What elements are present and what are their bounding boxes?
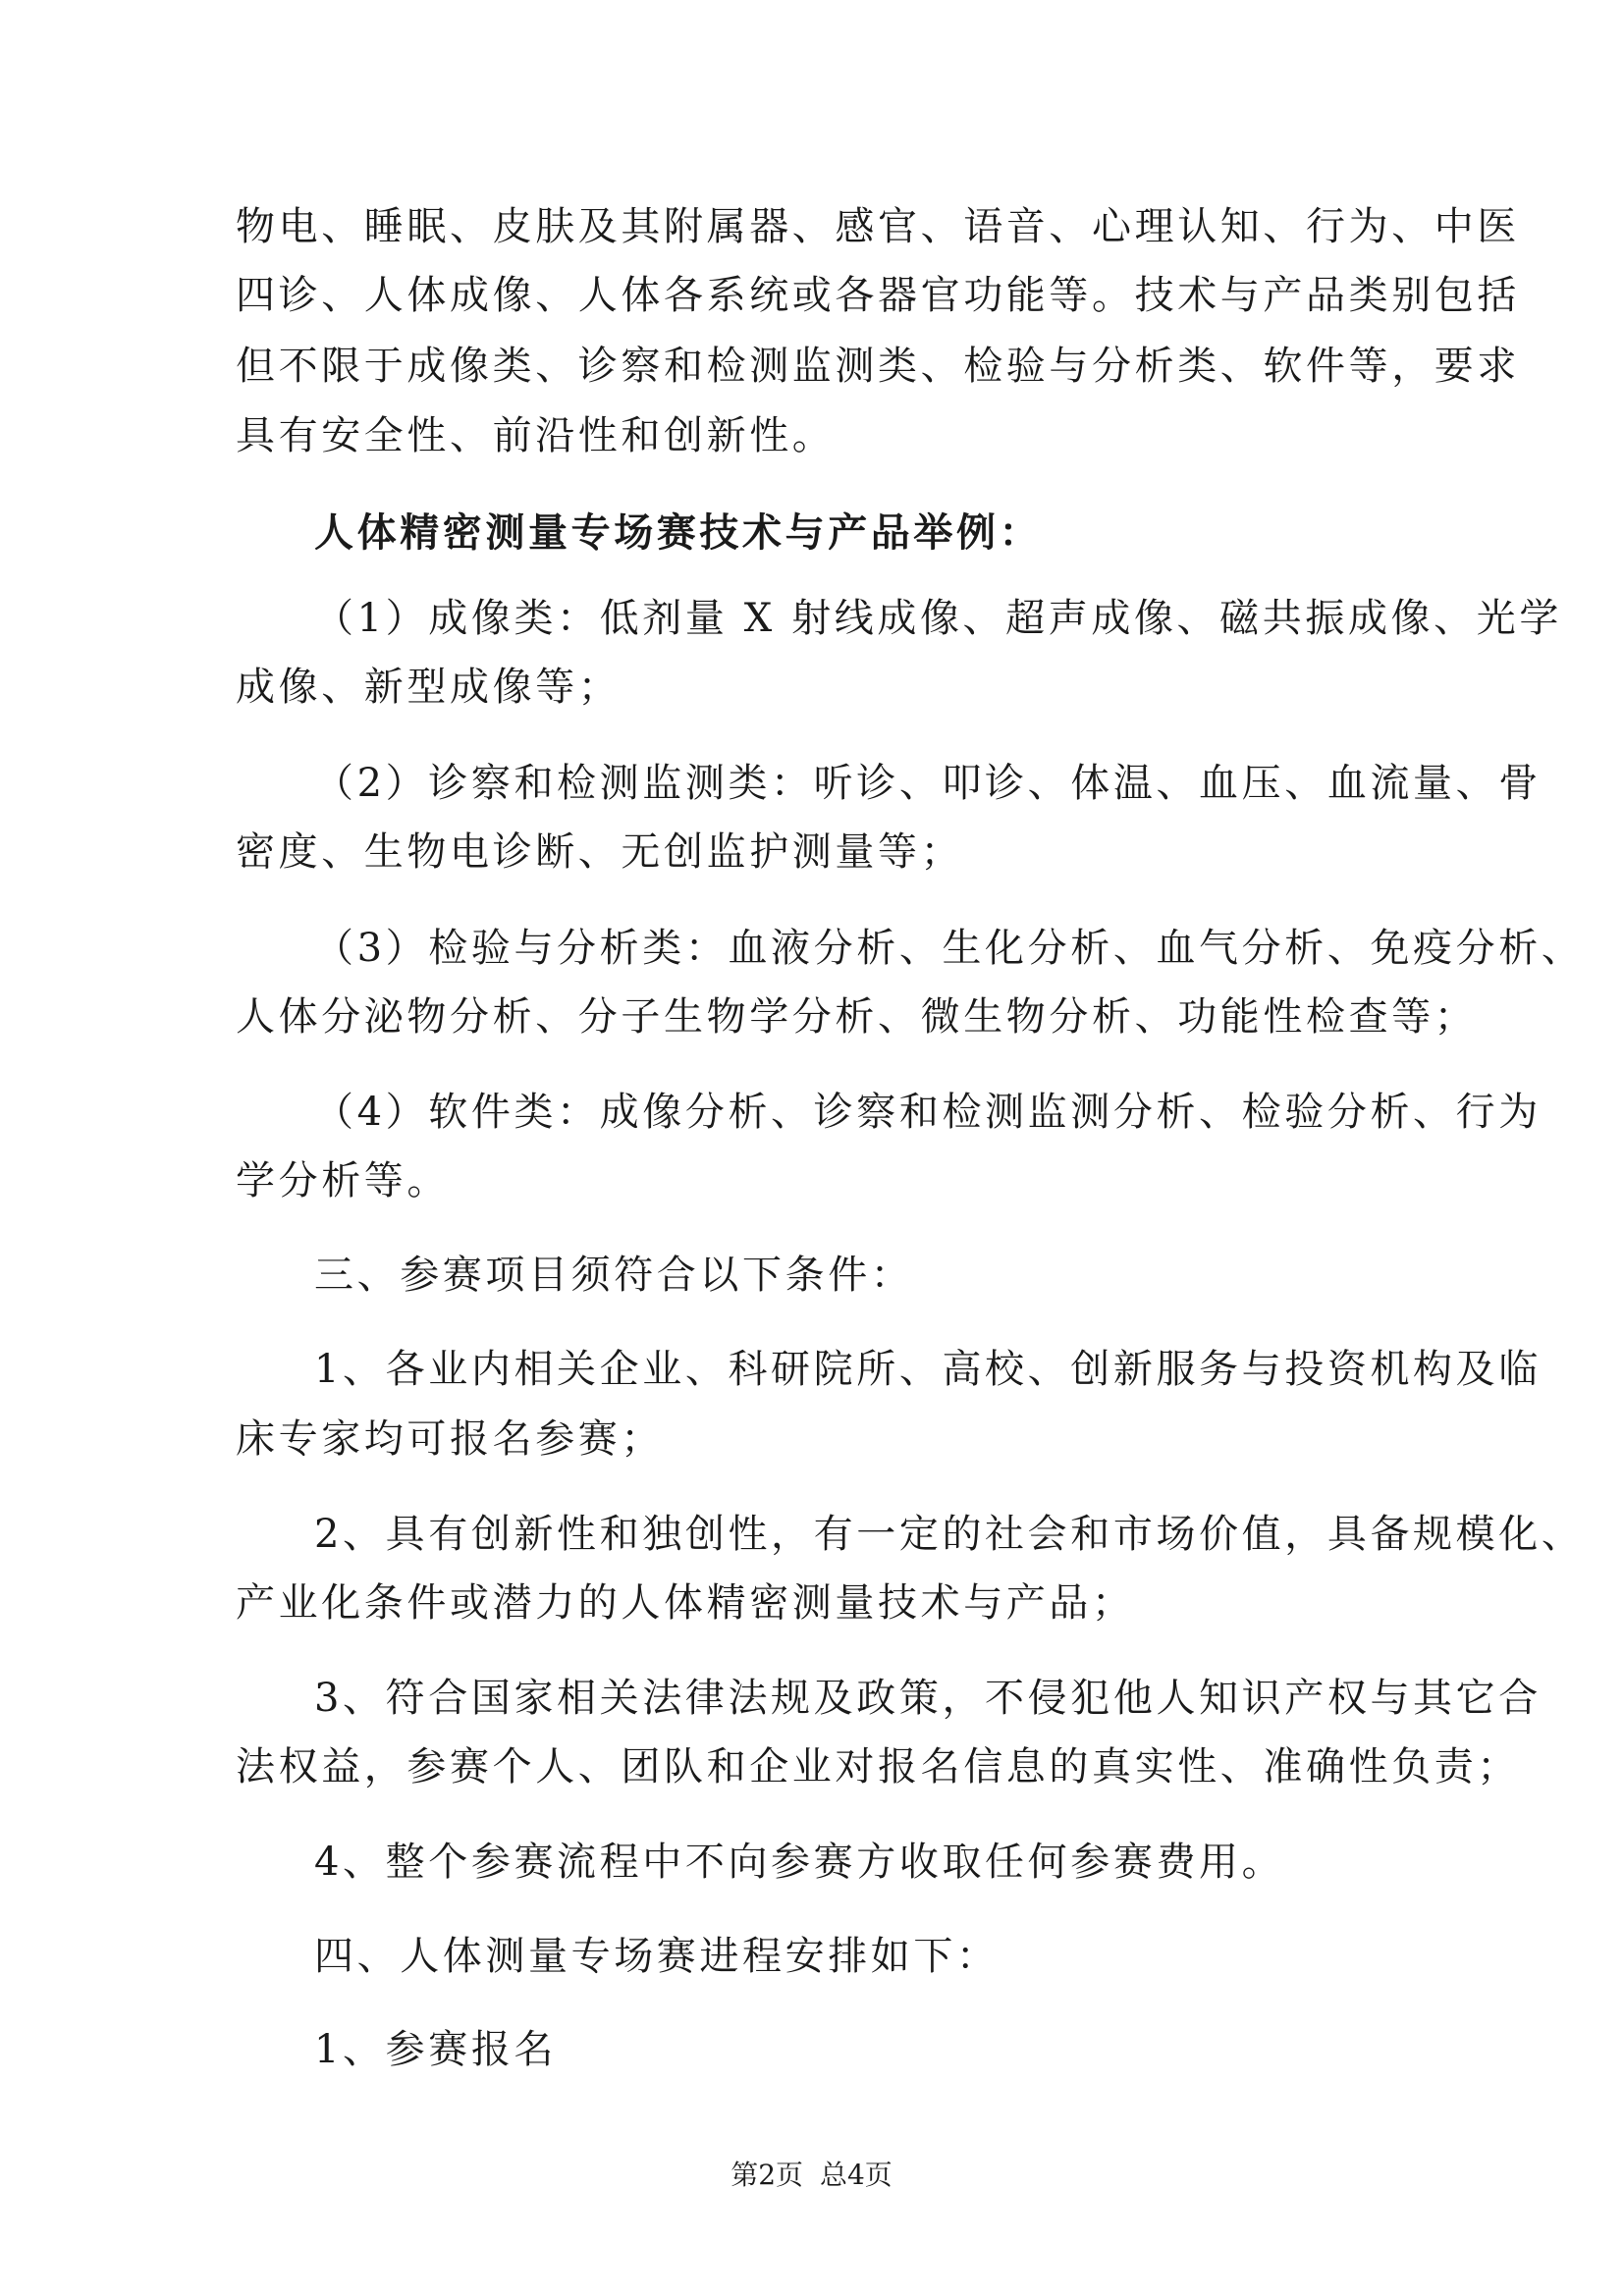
list-item-line: （1）成像类：低剂量 X 射线成像、超声成像、磁共振成像、光学: [314, 596, 1562, 641]
paragraph-line: 1、各业内相关企业、科研院所、高校、创新服务与投资机构及临: [314, 1347, 1542, 1392]
paragraph-line: 法权益，参赛个人、团队和企业对报名信息的真实性、准确性负责；: [236, 1744, 1520, 1789]
list-item-line: 成像、新型成像等；: [236, 665, 622, 710]
list-item-line: （4）软件类：成像分析、诊察和检测监测分析、检验分析、行为: [314, 1090, 1542, 1135]
list-item-line: 学分析等。: [236, 1158, 450, 1203]
page-number: 第2页: [730, 2159, 804, 2191]
list-item-line: （3）检验与分析类：血液分析、生化分析、血气分析、免疫分析、: [314, 926, 1585, 971]
paragraph-line: 四诊、人体成像、人体各系统或各器官功能等。技术与产品类别包括: [236, 273, 1520, 318]
paragraph-line: 1、参赛报名: [314, 2027, 558, 2072]
section-heading: 四、人体测量专场赛进程安排如下：: [314, 1934, 1000, 1979]
paragraph-line: 4、整个参赛流程中不向参赛方收取任何参赛费用。: [314, 1840, 1285, 1885]
page-total: 总4页: [819, 2159, 893, 2191]
section-heading: 三、参赛项目须符合以下条件：: [314, 1253, 914, 1298]
paragraph-line: 具有安全性、前沿性和创新性。: [236, 413, 836, 458]
list-item-line: 密度、生物电诊断、无创监护测量等；: [236, 829, 964, 875]
paragraph-line: 但不限于成像类、诊察和检测监测类、检验与分析类、软件等，要求: [236, 344, 1520, 389]
paragraph-line: 物电、睡眠、皮肤及其附属器、感官、语音、心理认知、行为、中医: [236, 204, 1520, 249]
list-item-line: 人体分泌物分析、分子生物学分析、微生物分析、功能性检查等；: [236, 994, 1478, 1040]
page-footer: [0, 2158, 1623, 2193]
section-heading: 人体精密测量专场赛技术与产品举例：: [314, 509, 1043, 556]
paragraph-line: 产业化条件或潜力的人体精密测量技术与产品；: [236, 1580, 1135, 1626]
list-item-line: （2）诊察和检测监测类：听诊、叩诊、体温、血压、血流量、骨: [314, 761, 1542, 806]
paragraph-line: 床专家均可报名参赛；: [236, 1416, 664, 1462]
paragraph-line: 3、符合国家相关法律法规及政策，不侵犯他人知识产权与其它合: [314, 1676, 1542, 1721]
paragraph-line: 2、具有创新性和独创性，有一定的社会和市场价值，具备规模化、: [314, 1512, 1585, 1557]
